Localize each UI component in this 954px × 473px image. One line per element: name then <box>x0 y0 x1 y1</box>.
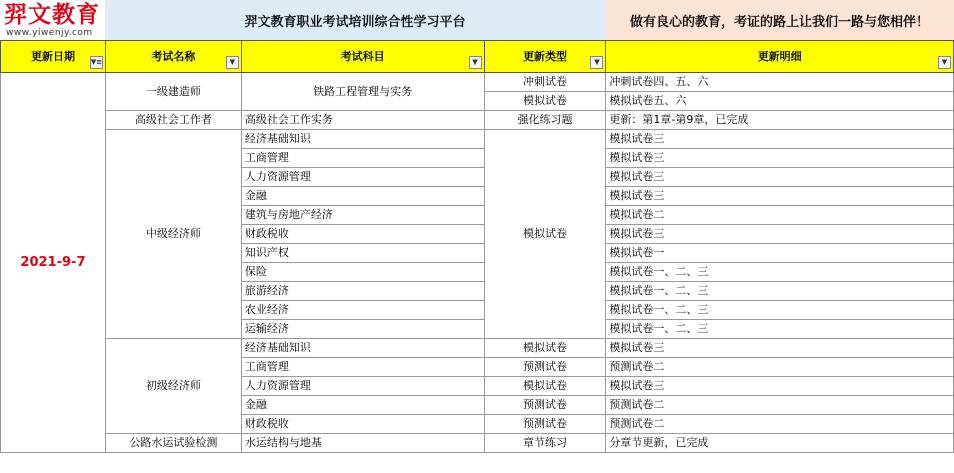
type-cell[interactable]: 模拟试卷 <box>484 339 606 358</box>
subject-cell[interactable]: 建筑与房地产经济 <box>241 206 484 225</box>
subject-cell[interactable]: 保险 <box>241 263 484 282</box>
table-row <box>1 73 954 92</box>
detail-cell[interactable]: 分章节更新，已完成 <box>606 434 954 453</box>
dropdown-arrow-icon[interactable]: ▼ <box>590 56 603 69</box>
type-cell[interactable]: 冲刺试卷 <box>484 73 606 92</box>
subject-cell[interactable]: 人力资源管理 <box>241 377 484 396</box>
subject-cell[interactable]: 铁路工程管理与实务 <box>241 73 484 111</box>
subject-cell[interactable]: 金融 <box>241 396 484 415</box>
type-cell[interactable]: 预测试卷 <box>484 396 606 415</box>
exam-cell[interactable]: 一级建造师 <box>105 73 241 111</box>
slogan: 做有良心的教育，考证的路上让我们一路与您相伴！ <box>605 0 954 40</box>
table-row <box>1 130 954 149</box>
detail-cell[interactable]: 模拟试卷二 <box>606 206 954 225</box>
table-row <box>1 434 954 453</box>
table-row <box>1 111 954 130</box>
dropdown-arrow-icon[interactable]: ▼ <box>938 56 951 69</box>
header-row <box>1 41 954 73</box>
detail-cell[interactable]: 预测试卷二 <box>606 415 954 434</box>
detail-cell[interactable]: 更新：第1章-第9章，已完成 <box>606 111 954 130</box>
date-cell[interactable]: 2021-9-7 <box>1 73 106 453</box>
subject-cell[interactable]: 运输经济 <box>241 320 484 339</box>
type-cell[interactable]: 预测试卷 <box>484 415 606 434</box>
subject-cell[interactable]: 人力资源管理 <box>241 168 484 187</box>
dropdown-arrow-icon[interactable]: ▼ <box>226 56 239 69</box>
exam-cell[interactable]: 中级经济师 <box>105 130 241 339</box>
col-header-exam: 考试名称 ▼ <box>105 41 241 73</box>
detail-cell[interactable]: 冲刺试卷四、五、六 <box>606 73 954 92</box>
subject-cell[interactable]: 高级社会工作实务 <box>241 111 484 130</box>
subject-cell[interactable]: 经济基础知识 <box>241 130 484 149</box>
detail-cell[interactable]: 模拟试卷三 <box>606 225 954 244</box>
logo-url: www.yiwenjy.com <box>6 28 93 38</box>
platform-title: 羿文教育职业考试培训综合性学习平台 <box>105 0 605 40</box>
detail-cell[interactable]: 模拟试卷一 <box>606 244 954 263</box>
subject-cell[interactable]: 农业经济 <box>241 301 484 320</box>
subject-cell[interactable]: 工商管理 <box>241 358 484 377</box>
detail-cell[interactable]: 模拟试卷三 <box>606 339 954 358</box>
type-cell[interactable]: 章节练习 <box>484 434 606 453</box>
type-cell[interactable]: 模拟试卷 <box>484 130 606 339</box>
detail-cell[interactable]: 模拟试卷三 <box>606 149 954 168</box>
subject-cell[interactable]: 财政税收 <box>241 415 484 434</box>
col-header-type: 更新类型 ▼ <box>484 41 606 73</box>
detail-cell[interactable]: 模拟试卷一、二、三 <box>606 301 954 320</box>
subject-cell[interactable]: 旅游经济 <box>241 282 484 301</box>
detail-cell[interactable]: 模拟试卷三 <box>606 377 954 396</box>
detail-cell[interactable]: 模拟试卷五、六 <box>606 92 954 111</box>
detail-cell[interactable]: 模拟试卷一、二、三 <box>606 282 954 301</box>
exam-cell[interactable]: 初级经济师 <box>105 339 241 434</box>
detail-cell[interactable]: 模拟试卷一、二、三 <box>606 263 954 282</box>
logo <box>0 0 105 40</box>
dropdown-arrow-icon[interactable]: ▼ <box>469 56 482 69</box>
detail-cell[interactable]: 模拟试卷三 <box>606 187 954 206</box>
col-header-date: 更新日期 ▼≡ <box>1 41 106 73</box>
detail-cell[interactable]: 模拟试卷三 <box>606 130 954 149</box>
subject-cell[interactable]: 金融 <box>241 187 484 206</box>
update-table <box>0 40 954 453</box>
type-cell[interactable]: 强化练习题 <box>484 111 606 130</box>
detail-cell[interactable]: 预测试卷二 <box>606 396 954 415</box>
subject-cell[interactable]: 水运结构与地基 <box>241 434 484 453</box>
detail-cell[interactable]: 模拟试卷一、二、三 <box>606 320 954 339</box>
exam-cell[interactable]: 高级社会工作者 <box>105 111 241 130</box>
type-cell[interactable]: 模拟试卷 <box>484 92 606 111</box>
detail-cell[interactable]: 模拟试卷三 <box>606 168 954 187</box>
exam-cell[interactable]: 公路水运试验检测 <box>105 434 241 453</box>
logo-text: 羿文教育 <box>4 1 100 28</box>
table-row <box>1 339 954 358</box>
subject-cell[interactable]: 经济基础知识 <box>241 339 484 358</box>
subject-cell[interactable]: 财政税收 <box>241 225 484 244</box>
subject-cell[interactable]: 工商管理 <box>241 149 484 168</box>
col-header-detail: 更新明细 ▼ <box>606 41 954 73</box>
col-header-subject: 考试科目 ▼ <box>241 41 484 73</box>
detail-cell[interactable]: 预测试卷二 <box>606 358 954 377</box>
subject-cell[interactable]: 知识产权 <box>241 244 484 263</box>
type-cell[interactable]: 模拟试卷 <box>484 377 606 396</box>
type-cell[interactable]: 预测试卷 <box>484 358 606 377</box>
filter-icon[interactable]: ▼≡ <box>90 56 103 69</box>
